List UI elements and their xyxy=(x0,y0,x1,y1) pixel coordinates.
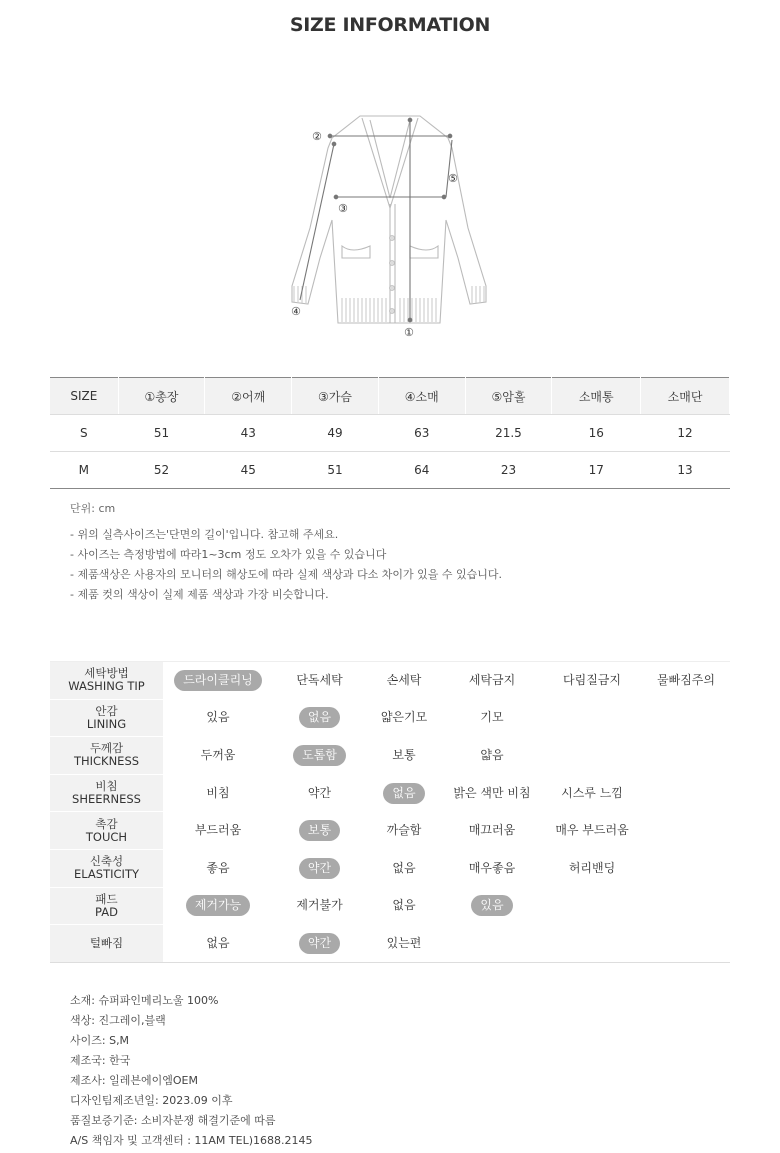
care-option: 있는편 xyxy=(386,935,422,950)
table-row xyxy=(50,415,730,452)
care-option-cell xyxy=(442,737,542,775)
care-row xyxy=(50,812,730,850)
care-label-ko: 세탁방법 xyxy=(84,666,129,681)
header-cuff: 소매단 xyxy=(641,378,730,415)
care-option: 부드러움 xyxy=(194,823,242,838)
care-option: 두꺼움 xyxy=(200,747,236,762)
header-chest: ③가슴 xyxy=(292,378,379,415)
care-label xyxy=(50,737,163,775)
care-option-cell xyxy=(273,887,366,925)
table-cell: 12 xyxy=(641,415,730,452)
size-table xyxy=(50,377,730,489)
table-cell: 63 xyxy=(378,415,465,452)
note-item: - 제품색상은 사용자의 모니터의 해상도에 따라 실제 색상과 다소 차이가 있을 수 있습니다. xyxy=(70,568,502,581)
care-option: 비침 xyxy=(206,785,230,800)
header-armhole: ⑤암홀 xyxy=(465,378,552,415)
care-label-ko: 촉감 xyxy=(95,816,118,831)
care-row xyxy=(50,699,730,737)
care-option: 얇음 xyxy=(480,747,504,762)
care-option-cell xyxy=(542,699,642,737)
care-option: 기모 xyxy=(480,710,504,725)
spec-manufacturer: 제조사: 일레븐에이엠OEM xyxy=(70,1074,198,1087)
care-option-cell xyxy=(163,887,273,925)
care-row xyxy=(50,925,730,963)
care-option-cell xyxy=(273,774,366,812)
care-label-en: WASHING TIP xyxy=(68,679,145,694)
care-label xyxy=(50,774,163,812)
care-option-cell xyxy=(163,849,273,887)
care-option-cell xyxy=(542,812,642,850)
care-option-selected: 있음 xyxy=(471,895,512,916)
care-label-ko: 신축성 xyxy=(89,854,124,869)
care-option-cell xyxy=(273,699,366,737)
cardigan-size-diagram xyxy=(280,108,500,343)
care-label-ko: 패드 xyxy=(95,891,118,906)
care-row xyxy=(50,662,730,700)
care-row xyxy=(50,849,730,887)
care-option: 손세탁 xyxy=(386,672,422,687)
spec-material: 소재: 슈퍼파인메리노울 100% xyxy=(70,994,219,1007)
care-option-cell xyxy=(642,699,730,737)
care-option-cell xyxy=(273,812,366,850)
care-option-cell xyxy=(442,662,542,700)
care-label-ko: 비침 xyxy=(95,779,118,794)
table-cell: M xyxy=(50,452,118,489)
care-option-cell xyxy=(273,737,366,775)
care-option-selected: 보통 xyxy=(299,820,340,841)
care-label-ko: 안감 xyxy=(95,703,118,718)
table-cell: 49 xyxy=(292,415,379,452)
table-cell: 23 xyxy=(465,452,552,489)
table-cell: 64 xyxy=(378,452,465,489)
spec-country: 제조국: 한국 xyxy=(70,1054,131,1067)
marker-1: ① xyxy=(404,326,414,339)
care-option-cell xyxy=(163,662,273,700)
care-label xyxy=(50,849,163,887)
care-option-cell xyxy=(273,925,366,963)
care-option-selected: 약간 xyxy=(299,858,340,879)
care-option-selected: 약간 xyxy=(299,933,340,954)
cardigan-body-outline xyxy=(292,116,486,323)
care-option-cell xyxy=(442,849,542,887)
note-item: - 위의 실측사이즈는'단면의 길이'입니다. 참고해 주세요. xyxy=(70,528,339,541)
care-option: 까슬함 xyxy=(386,823,422,838)
spec-color: 색상: 진그레이,블랙 xyxy=(70,1014,166,1027)
care-option-cell xyxy=(366,849,442,887)
care-option: 단독세탁 xyxy=(296,672,343,687)
care-option: 좋음 xyxy=(206,860,230,875)
header-shoulder: ②어깨 xyxy=(205,378,292,415)
header-length: ①총장 xyxy=(118,378,205,415)
care-option-cell xyxy=(366,662,442,700)
care-option-cell xyxy=(642,812,730,850)
care-option-cell xyxy=(642,887,730,925)
care-label-en: LINING xyxy=(86,716,127,731)
care-row xyxy=(50,887,730,925)
marker-3: ③ xyxy=(338,202,348,215)
unit-label: 단위: cm xyxy=(70,502,116,515)
marker-4: ④ xyxy=(291,305,301,318)
care-option-cell xyxy=(442,774,542,812)
table-cell: S xyxy=(50,415,118,452)
care-label-en: TOUCH xyxy=(85,829,128,844)
care-option-cell xyxy=(542,849,642,887)
table-cell: 13 xyxy=(641,452,730,489)
table-cell: 43 xyxy=(205,415,292,452)
table-cell: 17 xyxy=(552,452,641,489)
product-specs xyxy=(70,993,313,1153)
care-option-selected: 드라이클리닝 xyxy=(174,670,262,691)
care-option: 매우좋음 xyxy=(468,860,516,875)
care-row xyxy=(50,774,730,812)
care-option-selected: 없음 xyxy=(383,783,424,804)
care-option-cell xyxy=(642,849,730,887)
care-label xyxy=(50,887,163,925)
header-sleeve-width: 소매통 xyxy=(552,378,641,415)
care-option: 물빠짐주의 xyxy=(657,672,715,687)
care-option-cell xyxy=(442,699,542,737)
care-option: 시스루 느낌 xyxy=(561,785,623,800)
note-item: - 사이즈는 측정방법에 따라1~3cm 정도 오차가 있을 수 있습니다 xyxy=(70,548,387,561)
care-option-cell xyxy=(542,662,642,700)
care-option-cell xyxy=(163,812,273,850)
care-option-cell xyxy=(542,925,642,963)
size-table-header-row xyxy=(50,378,730,415)
care-label-en: SHEERNESS xyxy=(72,792,141,807)
care-label xyxy=(50,812,163,850)
care-option: 없음 xyxy=(392,898,416,913)
care-option-selected: 없음 xyxy=(299,707,340,728)
header-sleeve: ④소매 xyxy=(378,378,465,415)
care-option: 매우 부드러움 xyxy=(555,823,629,838)
care-label-en: PAD xyxy=(95,904,118,919)
table-cell: 51 xyxy=(292,452,379,489)
marker-5: ⑤ xyxy=(448,172,458,185)
spec-size: 사이즈: S,M xyxy=(70,1034,130,1047)
care-option: 얇은기모 xyxy=(380,710,428,725)
care-option-cell xyxy=(163,774,273,812)
table-cell: 51 xyxy=(118,415,205,452)
care-option-cell xyxy=(542,887,642,925)
care-option-cell xyxy=(366,812,442,850)
care-option-cell xyxy=(642,774,730,812)
spec-warranty: 품질보증기준: 소비자분쟁 해결기준에 따름 xyxy=(70,1114,276,1127)
spec-date: 디자인팀제조년일: 2023.09 이후 xyxy=(70,1094,233,1107)
care-option-cell xyxy=(163,737,273,775)
care-table xyxy=(50,661,730,963)
care-option-cell xyxy=(642,662,730,700)
care-option: 매끄러움 xyxy=(468,823,516,838)
spec-customer-service: A/S 책임자 및 고객센터 : 11AM TEL)1688.2145 xyxy=(70,1134,313,1147)
care-option-selected: 도톰함 xyxy=(293,745,346,766)
care-option-cell xyxy=(366,699,442,737)
care-label-ko: 두께감 xyxy=(89,741,124,756)
table-cell: 21.5 xyxy=(465,415,552,452)
care-option: 없음 xyxy=(206,935,230,950)
care-option: 있음 xyxy=(206,710,230,725)
table-row xyxy=(50,452,730,489)
care-option: 다림질금지 xyxy=(563,672,621,687)
care-label xyxy=(50,662,163,700)
care-option-cell xyxy=(442,812,542,850)
care-option: 약간 xyxy=(307,785,332,800)
marker-2: ② xyxy=(312,130,322,143)
table-cell: 52 xyxy=(118,452,205,489)
note-item: - 제품 컷의 색상이 실제 제품 색상과 가장 비슷합니다. xyxy=(70,588,329,601)
care-option: 제거불가 xyxy=(296,898,343,913)
care-label-ko: 털빠짐 xyxy=(89,935,124,950)
care-label-en: THICKNESS xyxy=(73,754,140,769)
table-cell: 16 xyxy=(552,415,641,452)
care-label-en: ELASTICITY xyxy=(74,867,139,882)
table-cell: 45 xyxy=(205,452,292,489)
care-row xyxy=(50,737,730,775)
care-option: 밝은 색만 비침 xyxy=(453,785,531,800)
care-option: 없음 xyxy=(392,860,416,875)
page-title: SIZE INFORMATION xyxy=(289,14,491,36)
care-option-cell xyxy=(642,737,730,775)
care-option: 보통 xyxy=(392,747,416,762)
care-option-selected: 제거가능 xyxy=(186,895,250,916)
care-option-cell xyxy=(442,887,542,925)
care-label xyxy=(50,699,163,737)
care-option-cell xyxy=(366,887,442,925)
header-size: SIZE xyxy=(50,378,118,415)
care-option-cell xyxy=(366,737,442,775)
care-option-cell xyxy=(542,774,642,812)
care-label xyxy=(50,925,163,963)
care-option-cell xyxy=(273,849,366,887)
care-option: 허리밴딩 xyxy=(568,860,616,875)
care-option-cell xyxy=(542,737,642,775)
care-option-cell xyxy=(163,699,273,737)
care-option-cell xyxy=(366,925,442,963)
care-option: 세탁금지 xyxy=(468,672,516,687)
care-option-cell xyxy=(273,662,366,700)
care-option-cell xyxy=(163,925,273,963)
care-option-cell xyxy=(366,774,442,812)
care-option-cell xyxy=(442,925,542,963)
care-option-cell xyxy=(642,925,730,963)
size-notes xyxy=(70,528,502,608)
